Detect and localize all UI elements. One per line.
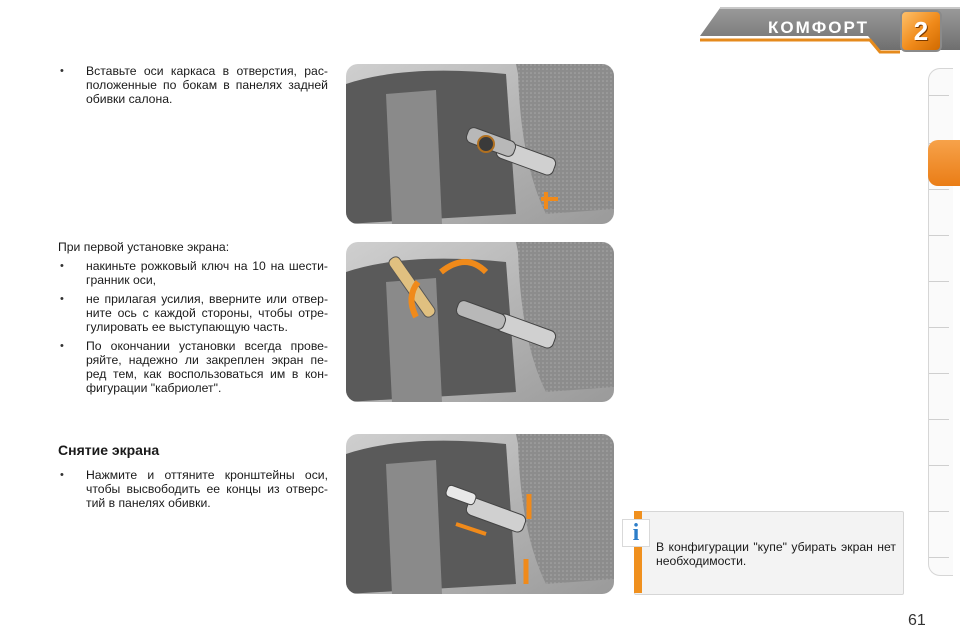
chapter-number-badge: 2 xyxy=(900,10,942,52)
bullet-icon: • xyxy=(60,469,64,481)
list-item xyxy=(58,64,328,106)
list-item-text: Нажмите и оттяните кронштейны оси, чтобы высвободить ее концы из отверс-тий в панелях обивки. xyxy=(86,468,328,510)
bullet-icon: • xyxy=(60,65,64,77)
tab-divider xyxy=(929,511,949,512)
list-item xyxy=(58,292,328,334)
illustration-remove-screen xyxy=(346,434,614,594)
instruction-block-3 xyxy=(58,468,328,515)
intro-text: При первой установке экрана: xyxy=(58,240,230,254)
section-heading: Снятие экрана xyxy=(58,442,160,458)
tab-divider xyxy=(929,235,949,236)
tab-divider xyxy=(929,281,949,282)
instruction-block-1 xyxy=(58,64,328,111)
tab-divider xyxy=(929,419,949,420)
active-chapter-tab[interactable] xyxy=(928,140,960,186)
tab-divider xyxy=(929,95,949,96)
tab-divider xyxy=(929,557,949,558)
instruction-block-2 xyxy=(58,240,328,400)
illustration-adjust-wrench xyxy=(346,242,614,402)
illustration-insert-axle xyxy=(346,64,614,224)
tab-divider xyxy=(929,465,949,466)
list-item-text: не прилагая усилия, вверните или отвер-ните ось с каждой стороны, чтобы отре-гулировать ее выступающую часть. xyxy=(86,292,328,334)
list-item-text: Вставьте оси каркаса в отверстия, рас-положенные по бокам в панелях задней обивки салона. xyxy=(86,64,328,106)
list-item-text: накиньте рожковый ключ на 10 на шести-гранник оси, xyxy=(86,259,328,287)
info-note-text: В конфигурации "купе" убирать экран нет необходимости. xyxy=(656,540,896,568)
tab-divider xyxy=(929,373,949,374)
tab-divider xyxy=(929,189,949,190)
list-item-text: По окончании установки всегда прове-ряйте, надежно ли закреплен экран пе-ред тем, как воспользоваться им в кон-фигурации "кабриолет". xyxy=(86,339,328,395)
list-item xyxy=(58,468,328,510)
bullet-icon: • xyxy=(60,340,64,352)
bullet-icon: • xyxy=(60,260,64,272)
tab-divider xyxy=(929,327,949,328)
list-item xyxy=(58,259,328,287)
section-title-header: КОМФОРТ xyxy=(768,18,869,37)
bullet-icon: • xyxy=(60,293,64,305)
page-number: 61 xyxy=(908,612,926,629)
info-icon: i xyxy=(622,519,650,547)
page-header xyxy=(0,0,960,60)
list-item xyxy=(58,339,328,395)
